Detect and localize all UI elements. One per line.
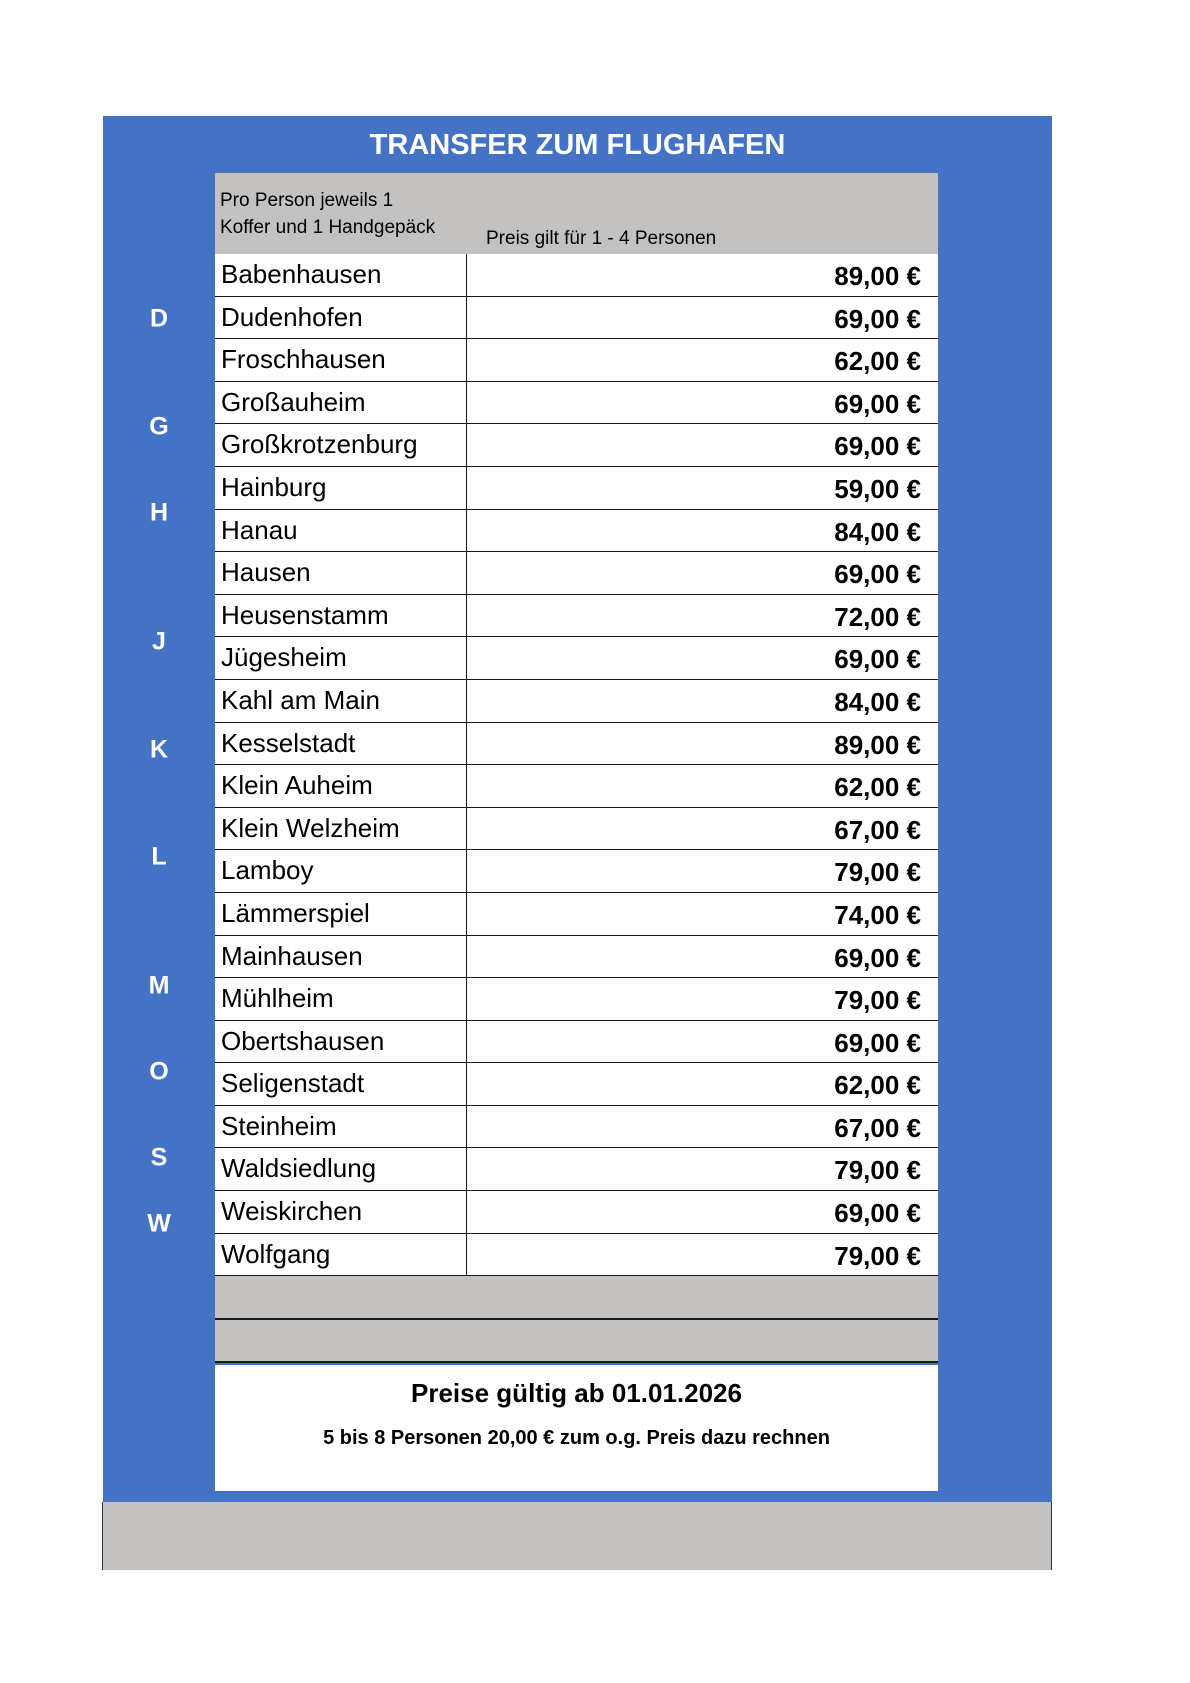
- destination-price: 62,00 €: [834, 346, 921, 377]
- price-table: [215, 254, 938, 1363]
- destination-name: Mainhausen: [215, 936, 467, 978]
- destination-name: Klein Welzheim: [215, 808, 467, 850]
- destination-price: 69,00 €: [834, 942, 921, 973]
- destination-name: Großkrotzenburg: [215, 424, 467, 466]
- destination-price: 67,00 €: [834, 1112, 921, 1143]
- index-letter: K: [149, 735, 169, 764]
- destination-price: 79,00 €: [834, 1240, 921, 1271]
- table-row: [215, 765, 938, 808]
- table-row: [215, 1021, 938, 1064]
- destination-price: 79,00 €: [834, 1155, 921, 1186]
- destination-name: Obertshausen: [215, 1021, 467, 1063]
- destination-price: 59,00 €: [834, 473, 921, 504]
- destination-price: 62,00 €: [834, 1070, 921, 1101]
- destination-name: Kahl am Main: [215, 680, 467, 722]
- destination-price: 72,00 €: [834, 601, 921, 632]
- destination-price: 69,00 €: [834, 388, 921, 419]
- table-row: [215, 1191, 938, 1234]
- table-row: [215, 978, 938, 1021]
- destination-price: 69,00 €: [834, 431, 921, 462]
- table-row: [215, 936, 938, 979]
- table-row: [215, 339, 938, 382]
- index-letter: D: [149, 304, 169, 333]
- table-row: [215, 1106, 938, 1149]
- index-letter: J: [152, 627, 166, 656]
- destination-name: Froschhausen: [215, 339, 467, 381]
- destination-name: Heusenstamm: [215, 595, 467, 637]
- price-scope-note: Preis gilt für 1 - 4 Personen: [486, 228, 717, 249]
- table-row: [215, 1063, 938, 1106]
- table-row: [215, 850, 938, 893]
- luggage-note-line: Pro Person jeweils 1: [220, 190, 394, 211]
- destination-price: 89,00 €: [834, 729, 921, 760]
- destination-price: 79,00 €: [834, 857, 921, 888]
- table-row: [215, 637, 938, 680]
- empty-gray-row: [215, 1276, 938, 1320]
- destination-name: Waldsiedlung: [215, 1148, 467, 1190]
- table-row: [215, 1148, 938, 1191]
- table-row: [215, 893, 938, 936]
- index-letter: O: [149, 1057, 169, 1086]
- destination-name: Lämmerspiel: [215, 893, 467, 935]
- destination-price: 67,00 €: [834, 814, 921, 845]
- destination-name: Hausen: [215, 552, 467, 594]
- destination-price: 69,00 €: [834, 1198, 921, 1229]
- destination-name: Steinheim: [215, 1106, 467, 1148]
- destination-name: Jügesheim: [215, 637, 467, 679]
- luggage-note: [220, 187, 435, 241]
- table-header: [215, 173, 938, 254]
- destination-price: 69,00 €: [834, 559, 921, 590]
- index-letter: H: [149, 498, 169, 527]
- destination-name: Großauheim: [215, 382, 467, 424]
- destination-name: Kesselstadt: [215, 723, 467, 765]
- table-row: [215, 297, 938, 340]
- index-letter: M: [148, 971, 170, 1000]
- validity-note: Preise gültig ab 01.01.2026: [411, 1378, 742, 1408]
- footer-notes: [215, 1365, 938, 1491]
- table-row: [215, 467, 938, 510]
- destination-price: 69,00 €: [834, 303, 921, 334]
- destination-name: Klein Auheim: [215, 765, 467, 807]
- destination-price: 89,00 €: [834, 261, 921, 291]
- destination-price: 84,00 €: [834, 686, 921, 717]
- destination-name: Weiskirchen: [215, 1191, 467, 1233]
- page-title: TRANSFER ZUM FLUGHAFEN: [369, 129, 786, 161]
- table-row: [215, 1234, 938, 1277]
- table-row: [215, 680, 938, 723]
- table-row: [215, 723, 938, 766]
- index-letter: S: [150, 1143, 168, 1172]
- table-row: [215, 595, 938, 638]
- table-row: [215, 808, 938, 851]
- destination-price: 79,00 €: [834, 985, 921, 1016]
- surcharge-note: 5 bis 8 Personen 20,00 € zum o.g. Preis dazu rechnen: [323, 1427, 830, 1449]
- destination-name: Babenhausen: [215, 254, 467, 296]
- destination-name: Hainburg: [215, 467, 467, 509]
- bottom-gray-band: [102, 1502, 1052, 1570]
- destination-name: Dudenhofen: [215, 297, 467, 339]
- destination-price: 74,00 €: [834, 899, 921, 930]
- index-letter: W: [147, 1209, 171, 1238]
- destination-name: Wolfgang: [215, 1234, 467, 1276]
- table-row: [215, 552, 938, 595]
- destination-price: 69,00 €: [834, 1027, 921, 1058]
- destination-name: Seligenstadt: [215, 1063, 467, 1105]
- destination-price: 84,00 €: [834, 516, 921, 547]
- table-row: [215, 382, 938, 425]
- index-letter: L: [151, 842, 167, 871]
- empty-gray-row: [215, 1320, 938, 1364]
- table-row: [215, 254, 938, 297]
- destination-price: 69,00 €: [834, 644, 921, 675]
- destination-name: Mühlheim: [215, 978, 467, 1020]
- destination-price: 62,00 €: [834, 772, 921, 803]
- index-letter: G: [149, 412, 169, 441]
- luggage-note-line: Koffer und 1 Handgepäck: [220, 217, 436, 238]
- table-row: [215, 510, 938, 553]
- destination-name: Hanau: [215, 510, 467, 552]
- destination-name: Lamboy: [215, 850, 467, 892]
- table-row: [215, 424, 938, 467]
